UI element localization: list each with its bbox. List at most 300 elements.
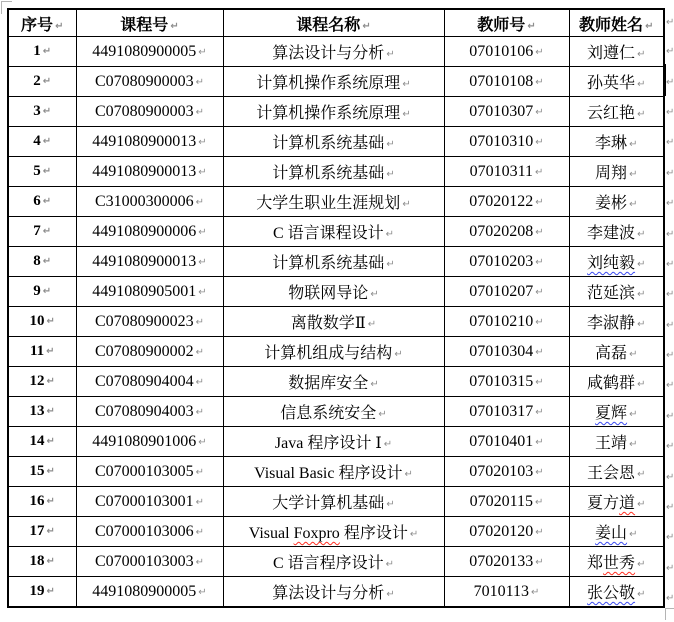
end-of-row-mark [666,553,674,583]
teacher-name-cell[interactable] [569,577,664,608]
end-of-cell-mark: ↵ [535,316,544,328]
table-row [8,277,664,307]
end-of-cell-mark: ↵ [42,106,52,117]
course-no-cell[interactable] [76,127,223,157]
teacher-no-cell[interactable] [444,307,569,337]
cell-text: 07010108 [469,72,534,90]
end-of-row-mark [666,583,674,613]
teacher-name-cell[interactable] [569,127,664,157]
cell-text: 7 [33,223,41,239]
cell-text: 课程号 [120,16,169,34]
end-of-cell-mark: ↵ [195,466,205,478]
cell-text: 教师号 [477,16,526,34]
cell-text: 教师姓名 [579,16,644,34]
teacher-no-cell[interactable] [444,217,569,247]
cell-text: C07080904003 [94,402,194,420]
end-of-cell-mark: ↵ [637,289,646,300]
course-name-cell[interactable] [223,427,444,457]
cell-text: 计算机组成与结构 [264,345,393,362]
table-row [8,247,664,277]
cell-text: 2 [33,73,41,89]
end-of-cell-mark: ↵ [42,76,52,87]
end-of-row-mark-glyph: ↵ [666,198,674,210]
end-of-cell-mark: ↵ [370,289,379,300]
table-row [8,307,664,337]
end-of-cell-mark: ↵ [535,406,544,418]
end-of-cell-mark: ↵ [195,556,205,568]
end-of-cell-mark: ↵ [383,439,393,450]
cell-text: 4491080905001 [92,282,197,300]
row-number-cell[interactable] [8,157,76,187]
course-no-cell[interactable] [76,247,223,277]
spellcheck-red-text: Foxpro [293,525,340,542]
course-name-cell[interactable] [223,577,444,608]
cell-text: 07010106 [469,42,534,60]
end-of-row-mark [666,462,674,492]
teacher-no-cell[interactable] [444,277,569,307]
cell-text: 孙英华 [587,75,636,92]
cell-text: 计算机系统基础 [272,255,385,272]
row-number-cell[interactable] [8,187,76,217]
row-number-cell[interactable] [8,457,76,487]
row-number-cell[interactable] [8,427,76,457]
row-number-cell[interactable] [8,307,76,337]
end-of-row-marks-rail [666,8,674,614]
cell-text: C 语言程序设计 [272,555,384,572]
cell-text: 4491080900005 [92,42,197,60]
cell-text: 07010304 [469,342,534,360]
end-of-cell-mark: ↵ [527,20,536,32]
end-of-row-mark [666,401,674,431]
course-no-cell[interactable] [76,157,223,187]
end-of-row-mark [666,188,674,218]
table-row [8,187,664,217]
end-of-cell-mark: ↵ [362,20,371,32]
course-no-cell[interactable] [76,577,223,608]
course-no-cell[interactable] [76,67,223,97]
table-row [8,127,664,157]
teacher-no-cell[interactable] [444,367,569,397]
end-of-cell-mark: ↵ [637,109,646,120]
end-of-row-mark [666,431,674,461]
course-no-cell[interactable] [76,337,223,367]
cell-text: 1 [33,43,41,59]
teacher-no-cell[interactable] [444,157,569,187]
cell-text: C07080904004 [94,372,194,390]
cell-text: 07020120 [469,522,534,540]
end-of-cell-mark: ↵ [46,316,55,327]
spellcheck-blue-text: 张公敬 [587,585,636,602]
header-cell-teacher-no[interactable] [444,9,569,37]
course-name-cell[interactable] [223,487,444,517]
end-of-row-mark-glyph: ↵ [666,107,674,119]
course-no-cell[interactable] [76,187,223,217]
end-of-cell-mark: ↵ [46,526,55,537]
course-name-cell[interactable] [223,67,444,97]
row-number-cell[interactable] [8,487,76,517]
course-name-cell[interactable] [223,247,444,277]
teacher-name-cell[interactable] [569,187,664,217]
teacher-no-cell[interactable] [444,517,569,547]
cell-text: 9 [33,283,41,299]
row-number-cell[interactable] [8,37,76,67]
teacher-no-cell[interactable] [444,457,569,487]
row-number-cell[interactable] [8,397,76,427]
teacher-no-cell[interactable] [444,487,569,517]
cell-text: 离散数学Ⅱ [290,315,366,332]
end-of-cell-mark: ↵ [409,529,419,540]
end-of-cell-mark: ↵ [402,109,411,120]
table-row [8,547,664,577]
teacher-name-cell[interactable] [569,547,664,577]
end-of-cell-mark: ↵ [402,79,411,90]
teacher-name-cell[interactable] [569,427,664,457]
cell-text: 信息系统安全 [280,405,377,422]
teacher-name-cell[interactable] [569,247,664,277]
end-of-row-mark [666,158,674,188]
teacher-name-cell[interactable] [569,487,664,517]
end-of-cell-mark: ↵ [402,199,411,210]
row-number-cell[interactable] [8,97,76,127]
end-of-row-mark [666,67,674,97]
end-of-row-mark-glyph: ↵ [666,228,674,240]
cell-text: 07020133 [469,552,534,570]
course-name-cell[interactable] [223,517,444,547]
end-of-cell-mark: ↵ [195,526,205,538]
row-number-cell[interactable] [8,127,76,157]
cell-text: 王会恩 [587,465,636,482]
end-of-cell-mark: ↵ [198,256,207,268]
row-number-cell[interactable] [8,577,76,608]
end-of-row-mark [666,37,674,67]
cell-text: 07020103 [469,462,534,480]
cell-text: 07020208 [469,222,534,240]
cell-text: C07080900003 [94,72,194,90]
cell-text: 4491080900005 [92,582,197,600]
teacher-no-cell[interactable] [444,67,569,97]
cell-text: 李琳 [595,135,628,152]
course-name-cell[interactable] [223,367,444,397]
course-name-cell[interactable] [223,307,444,337]
cell-text: 07010310 [469,132,534,150]
end-of-cell-mark: ↵ [46,586,55,597]
course-no-cell[interactable] [76,97,223,127]
cell-text: 计算机系统基础 [272,135,385,152]
course-no-cell[interactable] [76,427,223,457]
teacher-name-cell[interactable] [569,517,664,547]
end-of-cell-mark: ↵ [195,196,205,208]
spellcheck-blue-text: 夏辉 [595,405,628,422]
cell-text: 07010401 [469,432,534,450]
course-name-cell[interactable] [223,157,444,187]
end-of-cell-mark: ↵ [378,409,387,420]
cell-text: 6 [33,193,41,209]
cell-text: 18 [29,553,45,569]
cell-text: 07010317 [469,402,534,420]
course-name-cell[interactable] [223,547,444,577]
row-number-cell[interactable] [8,277,76,307]
end-of-row-mark [666,371,674,401]
cell-text: 夏方 [587,495,620,512]
end-of-cell-mark: ↵ [535,556,544,568]
end-of-cell-mark: ↵ [46,436,55,447]
teacher-name-cell[interactable] [569,217,664,247]
cell-text: 高磊 [595,345,628,362]
end-of-cell-mark: ↵ [637,379,646,390]
row-number-cell[interactable] [8,547,76,577]
course-name-cell[interactable] [223,187,444,217]
end-of-cell-mark: ↵ [637,319,646,330]
cell-text: C07080900003 [94,102,194,120]
cell-text: Visual Basic 程序设计 [254,465,403,482]
cell-text: 07010307 [469,102,534,120]
cell-text: 4491080900013 [92,132,197,150]
cell-text: 刘遵仁 [587,45,636,62]
cell-text: 4 [33,133,41,149]
end-of-cell-mark: ↵ [386,499,395,510]
course-no-cell[interactable] [76,367,223,397]
end-of-cell-mark: ↵ [195,376,205,388]
end-of-row-mark-glyph: ↵ [666,410,674,422]
teacher-no-cell[interactable] [444,187,569,217]
teacher-no-cell[interactable] [444,397,569,427]
course-no-cell[interactable] [76,277,223,307]
header-cell-teacher-name[interactable] [569,9,664,37]
cell-text: 计算机操作系统原理 [256,75,401,92]
spellcheck-red-text: 世秀 [603,555,636,572]
table-row [8,67,664,97]
teacher-name-cell[interactable] [569,457,664,487]
end-of-row-mark [666,128,674,158]
course-no-cell[interactable] [76,457,223,487]
end-of-row-mark-glyph: ↵ [666,593,674,605]
cell-text: 15 [29,463,45,479]
end-of-row-mark [666,8,674,37]
cell-text: 13 [29,403,45,419]
end-of-cell-mark: ↵ [629,529,638,540]
course-teacher-table [7,8,665,608]
cell-text: C07000103001 [94,492,194,510]
course-no-cell[interactable] [76,487,223,517]
end-of-row-mark-glyph: ↵ [666,380,674,392]
end-of-cell-mark: ↵ [195,496,205,508]
course-name-cell[interactable] [223,127,444,157]
end-of-cell-mark: ↵ [195,76,205,88]
cell-text: 物联网导论 [288,285,369,302]
end-of-cell-mark: ↵ [535,46,544,58]
end-of-cell-mark: ↵ [170,20,179,32]
end-of-cell-mark: ↵ [535,136,544,148]
end-of-row-mark-glyph: ↵ [666,137,674,149]
course-name-cell[interactable] [223,37,444,67]
cell-text: 王靖 [595,435,628,452]
end-of-row-mark-glyph: ↵ [666,471,674,483]
teacher-no-cell[interactable] [444,247,569,277]
end-of-row-mark [666,492,674,522]
teacher-name-cell[interactable] [569,67,664,97]
end-of-row-mark [666,219,674,249]
teacher-name-cell[interactable] [569,37,664,67]
cell-text: 郑 [587,555,604,572]
end-of-row-mark-glyph: ↵ [666,46,674,58]
course-name-cell[interactable] [223,457,444,487]
cell-text: 4491080900013 [92,162,197,180]
course-name-cell[interactable] [223,397,444,427]
row-number-cell[interactable] [8,367,76,397]
cell-text: 算法设计与分析 [272,45,385,62]
course-no-cell[interactable] [76,37,223,67]
cell-text: 07010311 [469,162,533,180]
header-cell-course-no[interactable] [76,9,223,37]
cell-text: C31000300006 [94,192,194,210]
teacher-name-cell[interactable] [569,397,664,427]
table-row [8,367,664,397]
end-of-cell-mark: ↵ [637,469,646,480]
end-of-cell-mark: ↵ [42,136,52,147]
end-of-cell-mark: ↵ [55,20,64,32]
teacher-no-cell[interactable] [444,127,569,157]
cell-text: 10 [29,313,45,329]
end-of-cell-mark: ↵ [629,199,638,210]
teacher-no-cell[interactable] [444,427,569,457]
teacher-no-cell[interactable] [444,547,569,577]
cell-text: 5 [33,163,41,179]
end-of-cell-mark: ↵ [198,286,207,298]
teacher-no-cell[interactable] [444,97,569,127]
course-name-cell[interactable] [223,277,444,307]
course-no-cell[interactable] [76,397,223,427]
cell-text: C07080900002 [94,342,194,360]
cell-text: 8 [33,253,41,269]
row-number-cell[interactable] [8,337,76,367]
spellcheck-blue-text: 刘纯毅 [587,255,636,272]
cell-text: 周翔 [595,165,628,182]
end-of-cell-mark: ↵ [42,196,52,207]
end-of-cell-mark: ↵ [535,526,544,538]
end-of-cell-mark: ↵ [535,286,544,298]
cell-text: C07000103003 [94,552,194,570]
teacher-name-cell[interactable] [569,157,664,187]
cell-text: C07080900023 [94,312,194,330]
end-of-cell-mark: ↵ [46,406,55,417]
row-number-cell[interactable] [8,67,76,97]
spellcheck-red-text: 道 [619,495,636,512]
cell-text: C07000103005 [94,462,194,480]
cell-text: C 语言课程设计 [272,225,384,242]
cell-text: 07010207 [469,282,534,300]
teacher-name-cell[interactable] [569,307,664,337]
end-of-cell-mark: ↵ [386,49,395,60]
cell-text: 4491080900006 [92,222,197,240]
cell-text: 李淑静 [587,315,636,332]
teacher-no-cell[interactable] [444,577,569,608]
header-cell-course-name[interactable] [223,9,444,37]
row-number-cell[interactable] [8,247,76,277]
teacher-name-cell[interactable] [569,97,664,127]
end-of-row-mark-glyph: ↵ [666,167,674,179]
course-no-cell[interactable] [76,217,223,247]
teacher-no-cell[interactable] [444,337,569,367]
header-cell-serial[interactable] [8,9,76,37]
end-of-cell-mark: ↵ [629,349,638,360]
cell-text: C07000103006 [94,522,194,540]
end-of-cell-mark: ↵ [370,379,379,390]
teacher-name-cell[interactable] [569,277,664,307]
end-of-row-mark-glyph: ↵ [666,501,674,513]
cell-text: 07010203 [469,252,534,270]
end-of-cell-mark: ↵ [637,499,646,510]
teacher-name-cell[interactable] [569,337,664,367]
cell-text: 11 [29,343,45,359]
end-of-row-mark-glyph: ↵ [666,319,674,331]
table-row [8,457,664,487]
cell-text: 数据库安全 [288,375,369,392]
table-row [8,517,664,547]
end-of-cell-mark: ↵ [535,256,544,268]
cell-text: 3 [33,103,41,119]
end-of-cell-mark: ↵ [198,226,207,238]
cell-text: 07010210 [469,312,534,330]
table-row [8,217,664,247]
end-of-row-mark [666,340,674,370]
table-row [8,97,664,127]
table-row [8,427,664,457]
cell-text: Java 程序设计 Ⅰ [274,435,382,452]
end-of-cell-mark: ↵ [629,169,638,180]
cell-text: 算法设计与分析 [272,585,385,602]
cell-text: 4491080901006 [92,432,197,450]
row-number-cell[interactable] [8,517,76,547]
course-no-cell[interactable] [76,547,223,577]
course-name-cell[interactable] [223,97,444,127]
course-name-cell[interactable] [223,337,444,367]
end-of-cell-mark: ↵ [637,259,646,270]
spellcheck-blue-text: 姜山 [595,525,628,542]
end-of-cell-mark: ↵ [46,496,55,507]
cell-text: 12 [29,373,45,389]
end-of-cell-mark: ↵ [535,376,544,388]
end-of-row-mark-glyph: ↵ [666,258,674,270]
cell-text: 计算机系统基础 [272,165,385,182]
end-of-cell-mark: ↵ [535,106,544,118]
table-row [8,157,664,187]
cell-text: 16 [29,493,45,509]
table-row [8,337,664,367]
end-of-cell-mark: ↵ [404,469,413,480]
end-of-cell-mark: ↵ [385,229,395,240]
end-of-cell-mark: ↵ [42,226,52,237]
cell-text: 计算机操作系统原理 [256,105,401,122]
cell-text: 姜彬 [595,195,628,212]
row-number-cell[interactable] [8,217,76,247]
course-no-cell[interactable] [76,517,223,547]
course-name-cell[interactable] [223,217,444,247]
end-of-cell-mark: ↵ [386,139,395,150]
cell-text: 程序设计 [339,525,408,542]
end-of-cell-mark: ↵ [535,76,544,88]
end-of-cell-mark: ↵ [629,139,638,150]
teacher-name-cell[interactable] [569,367,664,397]
end-of-cell-mark: ↵ [195,316,205,328]
end-of-cell-mark: ↵ [46,466,55,477]
teacher-no-cell[interactable] [444,37,569,67]
end-of-row-mark-glyph: ↵ [666,289,674,301]
end-of-cell-mark: ↵ [535,166,544,178]
end-of-cell-mark: ↵ [46,376,55,387]
course-no-cell[interactable] [76,307,223,337]
end-of-cell-mark: ↵ [535,496,544,508]
end-of-cell-mark: ↵ [195,106,205,118]
